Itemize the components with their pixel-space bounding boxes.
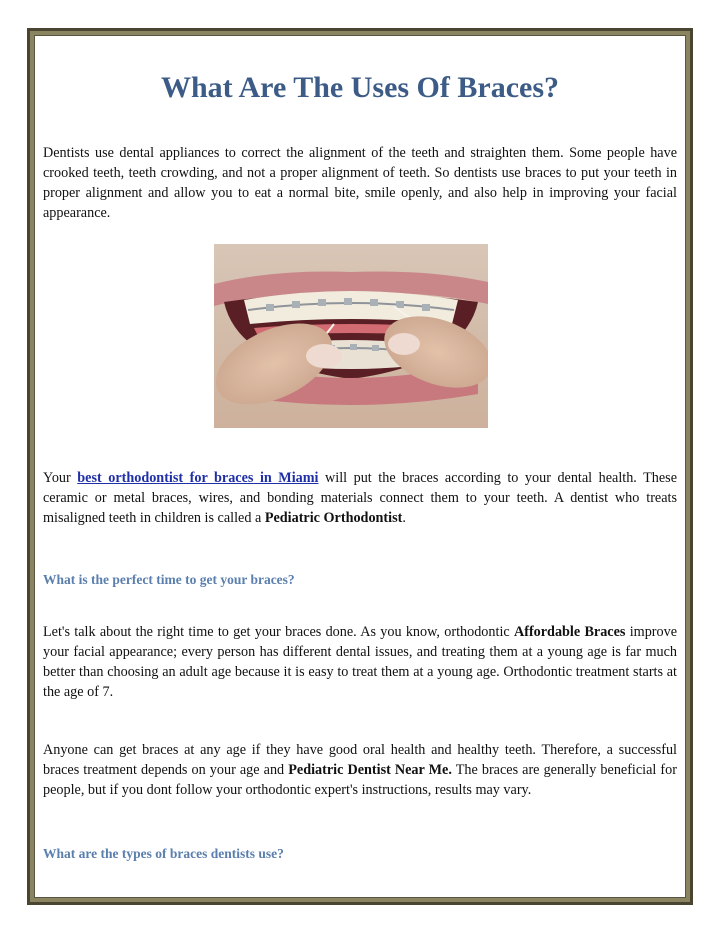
para4-before: Anyone can get braces at any age if they have good oral health and healthy teeth. Therefore, a successful braces treatment depends on your age and: [43, 742, 677, 778]
orthodontist-link[interactable]: best orthodontist for braces in Miami: [77, 470, 319, 486]
subheading-perfect-time: What is the perfect time to get your braces?: [43, 572, 295, 587]
para3-before: Let's talk about the right time to get your braces done. As you know, orthodontic: [43, 624, 514, 640]
article: [43, 70, 678, 861]
para2-before: Your: [43, 470, 78, 486]
page-title: What Are The Uses Of Braces?: [160, 71, 560, 104]
braces-illustration: [214, 244, 488, 428]
para4-after: The braces are generally beneficial for people, but if you dont follow your orthodontic expert's instructions, results may vary.: [43, 762, 677, 798]
pediatric-dentist-text: Pediatric Dentist Near Me.: [288, 762, 452, 778]
para3-after: improve your facial appearance; every person has different dental issues, and treating them at a young age is far much better than choosing an adult age because it is easy to treat them at a young age. Orthodontic treatment starts at the age of 7.: [43, 624, 678, 700]
any-age-paragraph: [43, 740, 677, 800]
affordable-braces-text: Affordable Braces: [513, 624, 626, 640]
orthodontist-paragraph: [43, 468, 677, 528]
para2-after: .: [402, 510, 406, 526]
intro-paragraph: Dentists use dental appliances to correct the alignment of the teeth and straighten them. Some people have crooked teeth, teeth crowding, and not a proper alignment of teeth. So dentists use braces to put your teeth in proper alignment and allow you to eat a normal bite, smile openly, and also help in improving your facial appearance.: [43, 145, 677, 221]
para2-middle: will put the braces according to your dental health. These ceramic or metal braces, wires, and bonding materials connect them to your teeth. A dentist who treats misaligned teeth in children is called a: [43, 470, 677, 526]
pediatric-orthodontist-text: Pediatric Orthodontist: [264, 510, 403, 526]
braces-photo: [214, 244, 488, 428]
right-time-paragraph: [43, 622, 677, 702]
subheading-types-of-braces: What are the types of braces dentists use?: [43, 846, 284, 861]
